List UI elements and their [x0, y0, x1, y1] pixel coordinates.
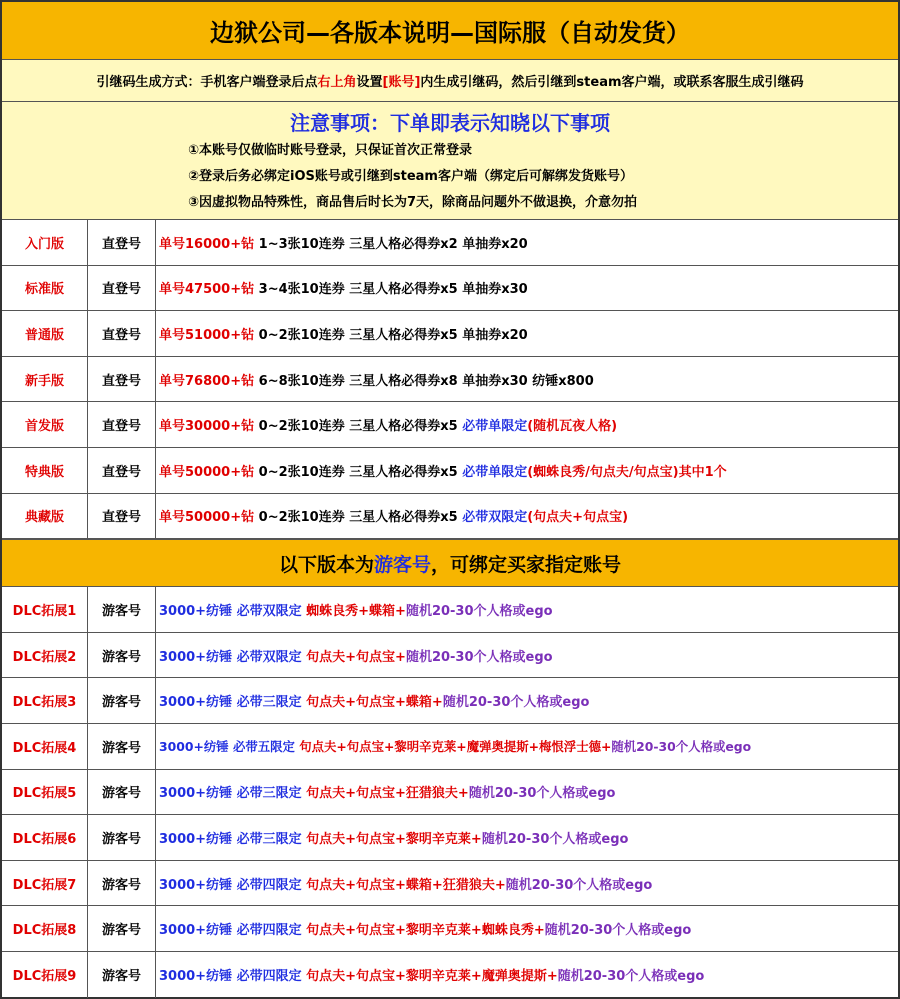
version-contents — [156, 770, 898, 815]
item-list: 0~2张10连券 三星人格必得券x5 — [258, 510, 458, 526]
account-type: 游客号 — [88, 861, 156, 906]
table-row — [2, 402, 898, 448]
random-rewards: 随机20-30个人格或ego — [557, 969, 705, 985]
table-row — [2, 311, 898, 357]
version-contents — [156, 952, 898, 998]
version-name: 特典版 — [2, 448, 88, 493]
version-contents — [156, 494, 898, 539]
code-text-top-right: 右上角 — [317, 75, 357, 90]
version-contents — [156, 815, 898, 860]
item-list: 3~4张10连券 三星人格必得券x5 单抽券x30 — [258, 282, 528, 298]
version-name: DLC拓展2 — [2, 633, 88, 678]
transfer-code-instructions — [2, 60, 898, 102]
limited-characters: 句点夫+句点宝+ — [306, 649, 406, 665]
notice-item-2: ②登录后务必绑定iOS账号或引继到steam客户端（绑定后可解绑发货账号） — [188, 169, 633, 184]
random-rewards: 随机20-30个人格或ego — [481, 831, 629, 847]
account-type: 直登号 — [88, 402, 156, 447]
table-row — [2, 587, 898, 633]
limited-characters: 句点夫+句点宝+蝶箱+ — [306, 695, 443, 711]
diamond-amount: 单号16000+钻 — [159, 236, 255, 252]
version-contents — [156, 633, 898, 678]
limited-characters: 句点夫+句点宝+黎明辛克莱+ — [306, 831, 482, 847]
limited-label: 必带单限定 — [462, 419, 528, 435]
table-row — [2, 815, 898, 861]
random-rewards: 随机20-30个人格或ego — [405, 603, 553, 619]
table-row — [2, 906, 898, 952]
item-list: 1~3张10连券 三星人格必得券x2 单抽券x20 — [258, 236, 528, 252]
item-list: 0~2张10连券 三星人格必得券x5 — [258, 464, 458, 480]
item-list: 0~2张10连券 三星人格必得券x5 单抽券x20 — [258, 327, 528, 343]
table-row — [2, 494, 898, 540]
notice-item-3: ③因虚拟物品特殊性，商品售后时长为7天，除商品问题外不做退换，介意勿拍 — [188, 195, 638, 210]
account-type: 游客号 — [88, 724, 156, 769]
diamond-amount: 单号30000+钻 — [159, 419, 255, 435]
account-type: 游客号 — [88, 906, 156, 951]
code-text-2: 内生成引继码，然后引继到steam客户端，或联系客服生成引继码 — [420, 75, 804, 90]
table-row — [2, 357, 898, 403]
version-name: DLC拓展6 — [2, 815, 88, 860]
version-name: DLC拓展5 — [2, 770, 88, 815]
version-contents — [156, 448, 898, 493]
version-name: DLC拓展8 — [2, 906, 88, 951]
account-type: 直登号 — [88, 311, 156, 356]
version-contents — [156, 357, 898, 402]
limited-label: 必带单限定 — [462, 464, 528, 480]
version-contents — [156, 266, 898, 311]
version-name: DLC拓展3 — [2, 678, 88, 723]
page-title: 边狱公司—各版本说明—国际服（自动发货） — [2, 2, 898, 60]
version-name: DLC拓展9 — [2, 952, 88, 998]
account-type: 直登号 — [88, 357, 156, 402]
code-text-settings: 设置 — [356, 75, 383, 90]
diamond-amount: 单号50000+钻 — [159, 464, 255, 480]
table-row — [2, 633, 898, 679]
account-type: 直登号 — [88, 494, 156, 539]
version-contents — [156, 724, 898, 769]
version-name: 入门版 — [2, 220, 88, 265]
diamond-amount: 单号47500+钻 — [159, 282, 255, 298]
account-type: 游客号 — [88, 952, 156, 998]
table-row — [2, 770, 898, 816]
version-contents — [156, 861, 898, 906]
base-contents: 3000+纺锤 必带双限定 — [159, 649, 302, 665]
limited-characters: (蜘蛛良秀/句点夫/句点宝)其中1个 — [527, 464, 727, 480]
notice-item-1: ①本账号仅做临时账号登录，只保证首次正常登录 — [188, 143, 473, 158]
table-row — [2, 724, 898, 770]
guest-header-text-2: ，可绑定买家指定账号 — [431, 553, 622, 576]
table-row — [2, 952, 898, 998]
random-rewards: 随机20-30个人格或ego — [442, 695, 590, 711]
random-rewards: 随机20-30个人格或ego — [405, 649, 553, 665]
table-row — [2, 266, 898, 312]
table-row — [2, 448, 898, 494]
limited-characters: 句点夫+句点宝+蝶箱+狂猎狼夫+ — [306, 877, 506, 893]
limited-characters: 句点夫+句点宝+黎明辛克莱+魔弹奥提斯+ — [306, 969, 558, 985]
diamond-amount: 单号76800+钻 — [159, 373, 255, 389]
version-name: 标准版 — [2, 266, 88, 311]
diamond-amount: 单号51000+钻 — [159, 327, 255, 343]
random-rewards: 随机20-30个人格或ego — [611, 739, 752, 755]
guest-header-text-1: 以下版本为 — [278, 553, 374, 576]
direct-login-table — [2, 220, 898, 539]
notice-section — [2, 102, 898, 220]
account-type: 直登号 — [88, 220, 156, 265]
limited-characters: (句点夫+句点宝) — [527, 510, 629, 526]
notice-title: 注意事项：下单即表示知晓以下事项 — [290, 111, 610, 135]
version-name: DLC拓展7 — [2, 861, 88, 906]
base-contents: 3000+纺锤 必带五限定 — [159, 739, 295, 755]
version-contents — [156, 906, 898, 951]
limited-characters: 句点夫+句点宝+狂猎狼夫+ — [306, 786, 469, 802]
account-type: 游客号 — [88, 633, 156, 678]
table-row — [2, 220, 898, 266]
base-contents: 3000+纺锤 必带四限定 — [159, 923, 302, 939]
random-rewards: 随机20-30个人格或ego — [468, 786, 616, 802]
table-row — [2, 678, 898, 724]
version-name: 新手版 — [2, 357, 88, 402]
limited-characters: 蜘蛛良秀+蝶箱+ — [306, 603, 406, 619]
code-text-1: 引继码生成方式：手机客户端登录后点 — [96, 75, 318, 90]
code-text-account: [账号] — [382, 75, 421, 90]
version-name: 首发版 — [2, 402, 88, 447]
account-type: 游客号 — [88, 587, 156, 632]
base-contents: 3000+纺锤 必带三限定 — [159, 695, 302, 711]
account-type: 游客号 — [88, 678, 156, 723]
base-contents: 3000+纺锤 必带四限定 — [159, 877, 302, 893]
limited-characters: 句点夫+句点宝+黎明辛克莱+魔弹奥提斯+梅恨浮士德+ — [299, 739, 612, 755]
base-contents: 3000+纺锤 必带四限定 — [159, 969, 302, 985]
account-type: 直登号 — [88, 448, 156, 493]
version-name: 普通版 — [2, 311, 88, 356]
version-name: DLC拓展1 — [2, 587, 88, 632]
base-contents: 3000+纺锤 必带三限定 — [159, 831, 302, 847]
version-name: DLC拓展4 — [2, 724, 88, 769]
account-type: 直登号 — [88, 266, 156, 311]
version-contents — [156, 311, 898, 356]
version-contents — [156, 220, 898, 265]
limited-label: 必带双限定 — [462, 510, 528, 526]
base-contents: 3000+纺锤 必带双限定 — [159, 603, 302, 619]
version-contents — [156, 587, 898, 632]
base-contents: 3000+纺锤 必带三限定 — [159, 786, 302, 802]
guest-section-header — [2, 539, 898, 587]
dlc-table — [2, 587, 898, 997]
item-list: 6~8张10连券 三星人格必得券x8 单抽券x30 纺锤x800 — [258, 373, 594, 389]
item-list: 0~2张10连券 三星人格必得券x5 — [258, 419, 458, 435]
version-contents — [156, 402, 898, 447]
diamond-amount: 单号50000+钻 — [159, 510, 255, 526]
account-type: 游客号 — [88, 770, 156, 815]
version-name: 典藏版 — [2, 494, 88, 539]
limited-characters: (随机瓦夜人格) — [527, 419, 618, 435]
guest-header-highlight: 游客号 — [373, 553, 431, 576]
account-type: 游客号 — [88, 815, 156, 860]
random-rewards: 随机20-30个人格或ego — [544, 923, 692, 939]
table-row — [2, 861, 898, 907]
limited-characters: 句点夫+句点宝+黎明辛克莱+蜘蛛良秀+ — [306, 923, 545, 939]
random-rewards: 随机20-30个人格或ego — [505, 877, 653, 893]
version-contents — [156, 678, 898, 723]
